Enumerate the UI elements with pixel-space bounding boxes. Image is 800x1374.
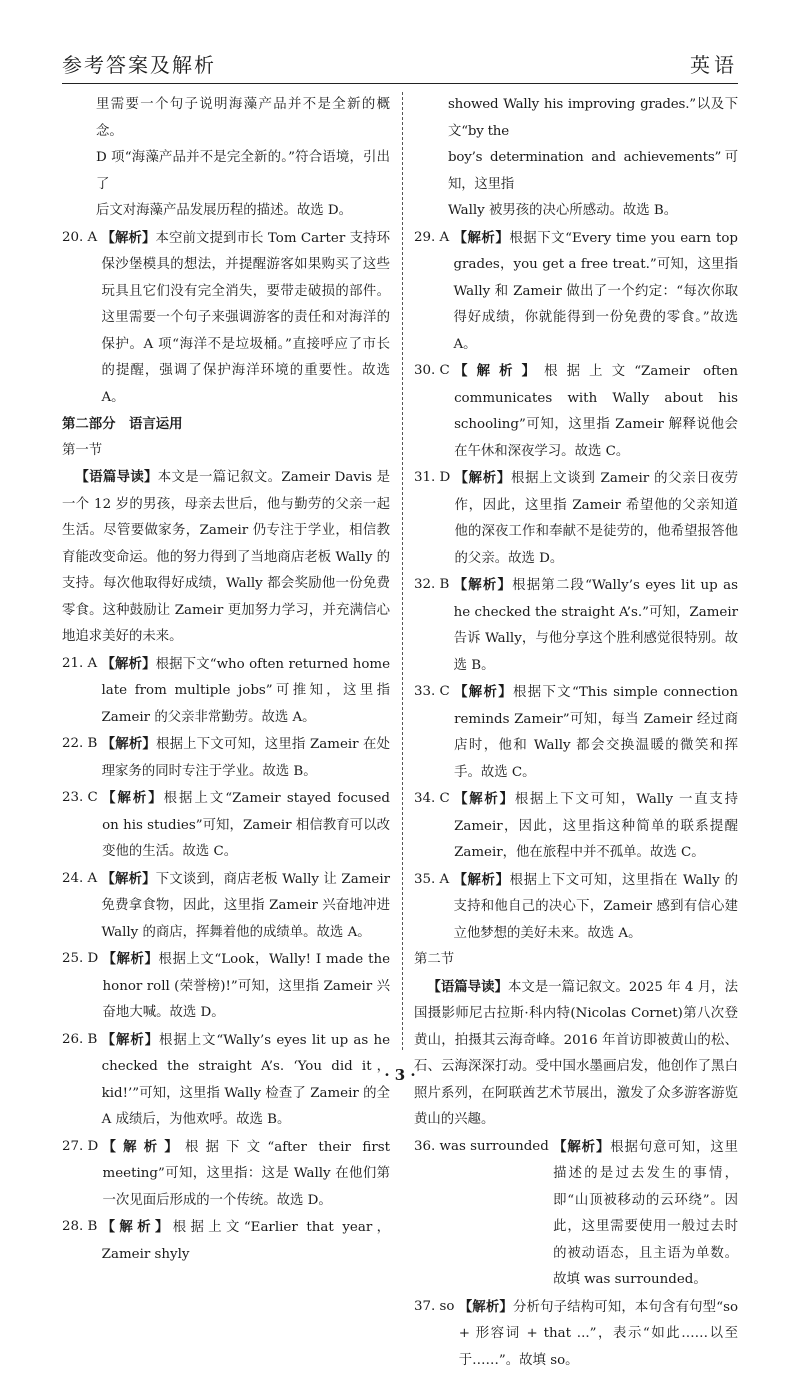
item-number: 36. was surrounded	[414, 1134, 553, 1294]
item-number: 34. C	[414, 786, 454, 867]
answer-item-29	[414, 225, 738, 359]
item-number: 28. B	[62, 1214, 102, 1268]
right-column	[414, 92, 738, 1050]
answer-item-35	[414, 867, 738, 948]
analysis-tag: 【解析】	[553, 1139, 610, 1155]
analysis-tag: 【解析】	[454, 684, 513, 700]
section-heading: 第二节	[414, 947, 738, 974]
answer-item-32	[414, 572, 738, 679]
item-text: 根据上文“Earlier that year，Zameir shyly	[102, 1220, 390, 1262]
item-number: 20. A	[62, 225, 101, 412]
analysis-tag: 【解析】	[103, 951, 159, 967]
continued-text: D 项“海藻产品并不是完全新的。”符合语境，引出了	[96, 145, 390, 198]
item-number: 29. A	[414, 225, 453, 359]
item-number: 21. A	[62, 651, 101, 732]
item-text: 下文谈到，商店老板 Wally 让 Zameir 免费拿食物，因此，这里指 Zameir 兴奋地冲进 Wally 的商店，挥舞着他的成绩单。故选 A。	[101, 872, 390, 940]
page-number: · 3 ·	[0, 1066, 800, 1084]
analysis-tag: 【解析】	[101, 230, 155, 246]
analysis-tag: 【解析】	[453, 872, 509, 888]
continued-text: Wally 被男孩的决心所感动。故选 B。	[448, 198, 738, 225]
item-number: 35. A	[414, 867, 453, 948]
page-header	[62, 44, 738, 84]
guide-text: 本文是一篇记叙文。2025 年 4 月，法国摄影师尼古拉斯·科内特(Nicolas Cornet)第八次登黄山，拍摄其云海奇峰。2016 年首访即被黄山的松、石、云海深深打动。受中国水墨画启发，他创作了黑白照片系列，在阿联酋艺术节展出，激发了众多游客游览黄山的兴趣。	[414, 980, 738, 1128]
continued-text: boy’s determination and achievements”可知，这里指	[448, 145, 738, 198]
analysis-tag: 【解析】	[102, 790, 164, 806]
item-text: 根据下文“This simple connection reminds Zameir”可知，每当 Zameir 经过商店时，他和 Wally 都会交换温暖的微笑和挥手。故选 C。	[454, 685, 738, 780]
item-text: 根据下文“after their first meeting”可知，这里指：这是 Wally 在他们第一次见面后形成的一个传统。故选 D。	[103, 1140, 390, 1208]
item-text: 根据句意可知，这里描述的是过去发生的事情，即“山顶被移动的云环绕”。因此，这里需要使用一般过去时的被动语态，且主语为单数。故填 was surrounded。	[553, 1140, 738, 1288]
answer-item-34	[414, 786, 738, 867]
item-text: 根据下文“Every time you earn top grades，you get a free treat.”可知，这里指 Wally 和 Zameir 做出了一个约定：“每次你取得好成绩，你就能得到一份免费的零食。”故选 A。	[453, 231, 738, 352]
analysis-tag: 【解析】	[453, 230, 509, 246]
answer-item-24	[62, 866, 390, 947]
analysis-tag: 【解析】	[459, 1299, 513, 1315]
analysis-tag: 【解析】	[102, 1219, 173, 1235]
item-number: 33. C	[414, 679, 454, 786]
item-number: 37. so	[414, 1294, 459, 1374]
analysis-tag: 【解析】	[101, 656, 155, 672]
item-text: 根据上文“Zameir stayed focused on his studies”可知，Zameir 相信教育可以改变他的生活。故选 C。	[102, 791, 390, 859]
answer-item-22	[62, 731, 390, 785]
continued-text: 里需要一个句子说明海藻产品并不是全新的概念。	[96, 92, 390, 145]
analysis-tag: 【解析】	[101, 871, 155, 887]
item-text: 根据第二段“Wally’s eyes lit up as he checked the straight A’s.”可知，Zameir 告诉 Wally，与他分享这个胜利感觉很特别。故选 B。	[454, 578, 738, 673]
column-divider	[402, 92, 403, 1050]
answer-item-30	[414, 358, 738, 465]
analysis-tag: 【解析】	[454, 577, 512, 593]
answer-item-25	[62, 946, 390, 1027]
analysis-tag: 【解析】	[103, 1139, 185, 1155]
item-text: 根据上下文可知，这里指在 Wally 的支持和他自己的决心下，Zameir 感到有信心建立他梦想的美好未来。故选 A。	[453, 873, 738, 941]
answer-item-27	[62, 1134, 390, 1215]
analysis-tag: 【解析】	[454, 791, 515, 807]
item-text: 本空前文提到市长 Tom Carter 支持环保沙堡模具的想法，并提醒游客如果购买了这些玩具且它们没有完全消失，要带走破损的部件。这里需要一个句子来强调游客的责任和对海洋的保护。A 项“海洋不是垃圾桶。”直接呼应了市长的提醒，强调了保护海洋环境的重要性。故选 A。	[101, 231, 390, 405]
item-number: 23. C	[62, 785, 102, 866]
item-text: 根据上文“Look，Wally! I made the honor roll (荣誉榜)!”可知，这里指 Zameir 兴奋地大喊。故选 D。	[103, 952, 390, 1020]
item-number: 25. D	[62, 946, 103, 1027]
analysis-tag: 【解析】	[454, 363, 544, 379]
section-heading: 第一节	[62, 438, 390, 465]
reading-guide	[414, 974, 738, 1134]
item-text: 分析句子结构可知，本句含有句型“so + 形容词 + that ...”，表示“如此……以至于……”。故填 so。	[459, 1300, 738, 1368]
answer-item-37	[414, 1294, 738, 1374]
item-number: 22. B	[62, 731, 102, 785]
item-number: 32. B	[414, 572, 454, 679]
left-column	[62, 92, 390, 1050]
content-columns	[62, 92, 738, 1050]
analysis-tag: 【解析】	[102, 736, 156, 752]
item-text: 根据上下文可知，Wally 一直支持 Zameir，因此，这里指这种简单的联系提醒 Zameir，他在旅程中并不孤单。故选 C。	[454, 792, 738, 860]
answer-item-28	[62, 1214, 390, 1268]
guide-tag: 【语篇导读】	[75, 469, 157, 485]
analysis-tag: 【解析】	[102, 1032, 159, 1048]
item-number: 30. C	[414, 358, 454, 465]
item-number: 27. D	[62, 1134, 103, 1215]
header-subject: 英语	[690, 49, 738, 78]
item-text: 根据上下文可知，这里指 Zameir 在处理家务的同时专注于学业。故选 B。	[102, 737, 390, 779]
item-number: 31. D	[414, 465, 455, 572]
answer-item-31	[414, 465, 738, 572]
guide-tag: 【语篇导读】	[427, 979, 508, 995]
item-text: 根据下文“who often returned home late from multiple jobs”可推知，这里指 Zameir 的父亲非常勤劳。故选 A。	[101, 657, 390, 725]
guide-text: 本文是一篇记叙文。Zameir Davis 是一个 12 岁的男孩，母亲去世后，他与勤劳的父亲一起生活。尽管要做家务，Zameir 仍专注于学业，相信教育能改变命运。他的努力得到了当地商店老板 Wally 的支持。每次他取得好成绩，Wally 都会奖励他一份免费零食。这种鼓励让 Zameir 更加努力学习，并充满信心地追求美好的未来。	[62, 470, 390, 644]
continued-text: showed Wally his improving grades.”以及下文“by the	[448, 92, 738, 145]
item-text: 根据上文谈到 Zameir 的父亲日夜劳作，因此，这里指 Zameir 希望他的父亲知道他的深夜工作和奉献不是徒劳的，他希望报答他的父亲。故选 D。	[455, 471, 738, 566]
item-text: 根据上文“Wally’s eyes lit up as he checked the straight A’s. ‘You did it，kid!’”可知，这里指 Wally 检查了 Zameir 的全 A 成绩后，为他欢呼。故选 B。	[102, 1033, 390, 1128]
answer-item-21	[62, 651, 390, 732]
item-number: 24. A	[62, 866, 101, 947]
answer-item-36	[414, 1134, 738, 1294]
answer-item-20	[62, 225, 390, 412]
continued-text: 后文对海藻产品发展历程的描述。故选 D。	[96, 198, 390, 225]
item-number: 26. B	[62, 1027, 102, 1134]
reading-guide	[62, 464, 390, 651]
analysis-tag: 【解析】	[455, 470, 511, 486]
answer-item-33	[414, 679, 738, 786]
header-title: 参考答案及解析	[62, 49, 216, 78]
item-text: 根据上文“Zameir often communicates with Wally about his schooling”可知，这里指 Zameir 解释说他会在午休和深夜学习。故选 C。	[454, 364, 738, 459]
part-heading: 第二部分 语言运用	[62, 411, 390, 438]
answer-item-23	[62, 785, 390, 866]
